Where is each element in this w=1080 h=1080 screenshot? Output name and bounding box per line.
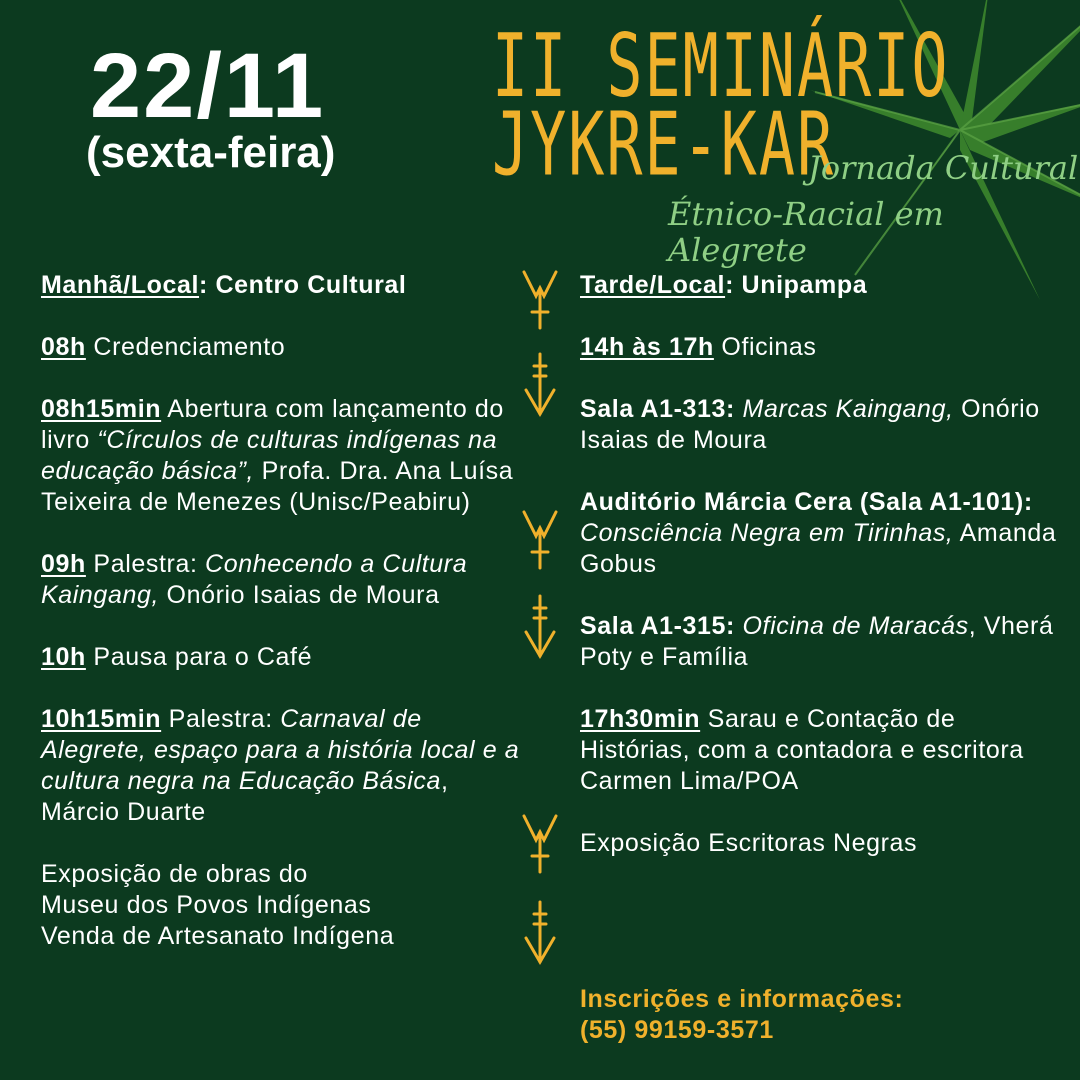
schedule-item <box>580 704 1060 797</box>
item-time: 14h às 17h <box>580 333 714 361</box>
item-text: Abertura com lançamento do livro <box>41 395 504 454</box>
item-time: 09h <box>41 550 86 578</box>
item-talk-title: Carnaval de Alegrete, espaço para a história local e a cultura negra na Educação Básica <box>41 705 520 795</box>
schedule-item <box>580 487 1060 580</box>
item-author: Amanda Gobus <box>580 519 1057 578</box>
item-text: Palestra: <box>85 550 206 578</box>
afternoon-schedule <box>580 270 1060 890</box>
title-line-1: II SEMINÁRIO <box>492 16 950 118</box>
title-line-2: JYKRE-KAR <box>492 94 836 197</box>
schedule-item <box>580 332 1060 363</box>
contact-label: Inscrições e informações: <box>580 985 904 1013</box>
arrow-ornament-icon <box>520 898 560 968</box>
tridente-ornament-icon <box>520 810 560 880</box>
afternoon-location-label: Tarde/Local <box>580 271 726 299</box>
item-text: Exposição Escritoras Negras <box>580 829 918 857</box>
item-room-detail: (Sala A1-101): <box>852 488 1033 516</box>
afternoon-location-value: Unipampa <box>734 271 868 299</box>
morning-schedule <box>41 270 521 983</box>
schedule-item <box>41 549 521 611</box>
item-author: , Márcio Duarte <box>41 767 449 826</box>
extra-line: Exposição de obras do <box>41 860 308 888</box>
item-author: Onório Isaias de Moura <box>580 395 1040 454</box>
item-workshop-title: Consciência Negra em Tirinhas, <box>580 519 954 547</box>
item-room: Sala A1-315: <box>580 612 735 640</box>
schedule-item <box>41 332 521 363</box>
schedule-item <box>580 611 1060 673</box>
morning-extras <box>41 859 521 952</box>
schedule-item <box>41 394 521 518</box>
item-text: Sarau e Contação de Histórias, com a contadora e escritora Carmen Lima/POA <box>580 705 1024 795</box>
item-author: Profa. Dra. Ana Luísa Teixeira de Menezes (Unisc/Peabiru) <box>41 457 514 516</box>
item-time: 08h <box>41 333 86 361</box>
tridente-ornament-icon <box>520 506 560 576</box>
morning-location <box>41 270 521 301</box>
event-date: 22/11 <box>90 35 326 137</box>
item-time: 08h15min <box>41 395 162 423</box>
item-talk-title: Conhecendo a Cultura Kaingang, <box>41 550 468 609</box>
arrow-ornament-icon <box>520 350 560 420</box>
extra-line: Venda de Artesanato Indígena <box>41 922 395 950</box>
subtitle-line-2: Étnico-Racial em Alegrete <box>668 195 944 269</box>
contact-phone[interactable]: (55) 99159-3571 <box>580 1016 774 1044</box>
item-author: , Vherá Poty e Família <box>580 612 1054 671</box>
item-time: 10h15min <box>41 705 162 733</box>
item-room: Auditório Márcia Cera <box>580 488 853 516</box>
item-book-title: “Círculos de culturas indígenas na educação básica”, <box>41 426 498 485</box>
morning-location-sep: : <box>199 271 208 299</box>
item-workshop-title: Oficina de Maracás <box>734 612 969 640</box>
contact-info <box>580 984 903 1046</box>
item-text: Credenciamento <box>85 333 286 361</box>
event-weekday: (sexta-feira) <box>86 128 336 177</box>
item-text: Palestra: <box>161 705 281 733</box>
afternoon-location <box>580 270 1060 301</box>
morning-location-value: Centro Cultural <box>207 271 407 299</box>
extra-line: Museu dos Povos Indígenas <box>41 891 372 919</box>
schedule-item <box>41 704 521 828</box>
item-workshop-title: Marcas Kaingang, <box>734 395 954 423</box>
item-text: Oficinas <box>713 333 817 361</box>
item-time: 10h <box>41 643 86 671</box>
afternoon-location-sep: : <box>725 271 735 299</box>
item-room: Sala A1-313: <box>580 395 735 423</box>
schedule-item <box>580 828 1060 859</box>
morning-location-label: Manhã/Local <box>41 271 200 299</box>
item-author: Onório Isaias de Moura <box>159 581 440 609</box>
subtitle-line-1: Jornada Cultural <box>808 149 1079 187</box>
schedule-item <box>580 394 1060 456</box>
schedule-item <box>41 642 521 673</box>
item-text: Pausa para o Café <box>85 643 313 671</box>
item-time: 17h30min <box>580 705 701 733</box>
arrow-ornament-icon <box>520 592 560 662</box>
tridente-ornament-icon <box>520 266 560 336</box>
